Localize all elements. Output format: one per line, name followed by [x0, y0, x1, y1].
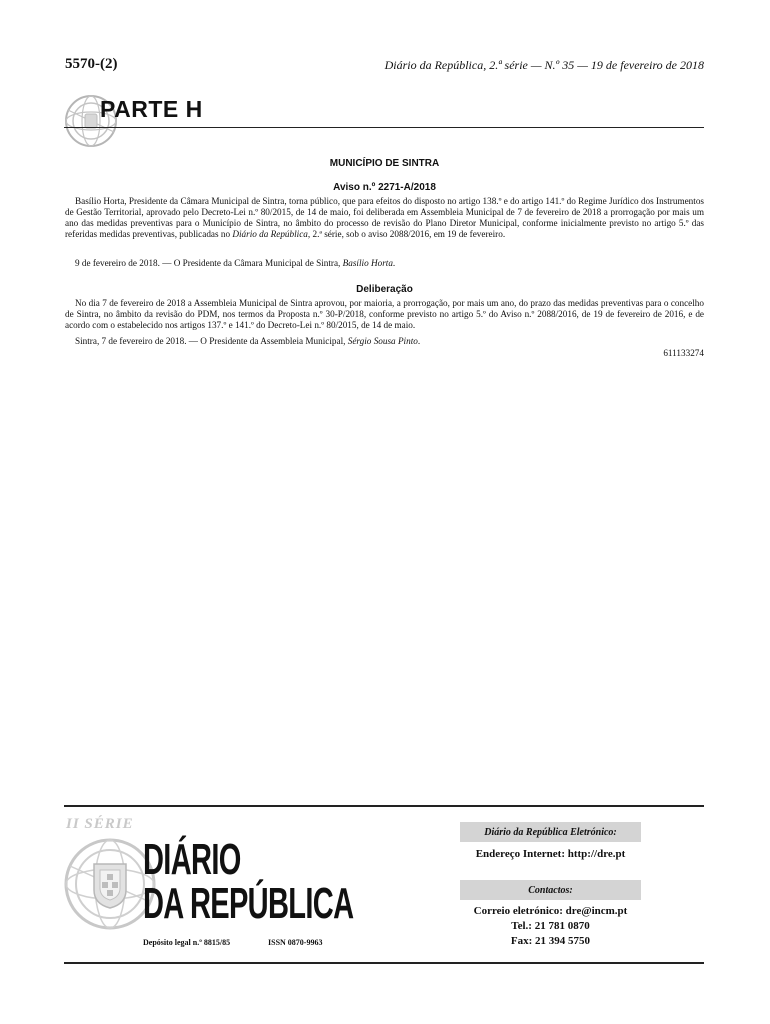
deliberacao-paragraph: No dia 7 de fevereiro de 2018 a Assembleia Municipal de Sintra aprovou, por maioria, a prorrogação, por mais um ano, do prazo das medidas preventivas para o concelho de Sintra, no âmbito da revisão do PDM, nos termos da Proposta n.º 30-P/2018, conforme previsto no artigo 5.º do Aviso n.º 2088/2016, de 19 de fevereiro de 2016, e de acordo com o estabelecido nos artigos 137.º e 141.º do Decreto-Lei n.º 80/2015, de 14 de maio.: [65, 298, 704, 330]
deliberacao-heading: Deliberação: [356, 284, 413, 295]
deliberacao-signature: [65, 336, 704, 347]
phone-contact: Tel.: 21 781 0870: [511, 920, 590, 932]
fax-contact: Fax: 21 394 5750: [510, 935, 591, 947]
page-number: 5570-(2): [65, 56, 118, 72]
entity-heading: MUNICÍPIO DE SINTRA: [329, 158, 440, 169]
deliberacao-signature-end: .: [417, 336, 421, 346]
aviso-heading: Aviso n.º 2271-A/2018: [333, 182, 436, 193]
aviso-text-tail: 2.ª série, sob o aviso 2088/2016, em 19 de fevereiro.: [310, 229, 506, 239]
deliberacao-signature-text: Sintra, 7 de fevereiro de 2018. — O Presidente da Assembleia Municipal,: [75, 336, 348, 346]
running-header: Diário da República, 2.ª série — N.º 35 — 19 de fevereiro de 2018: [384, 58, 704, 72]
reference-code: 611133274: [663, 348, 704, 358]
footer-top-rule: [64, 805, 704, 807]
part-title: PARTE H: [100, 96, 203, 122]
part-title-rule: [64, 127, 704, 128]
deliberacao-signatory: Sérgio Sousa Pinto: [347, 336, 418, 346]
aviso-signature-end: .: [392, 258, 396, 268]
masthead-diario: DIÁRIO: [143, 835, 241, 884]
journal-name: Diário da República,: [232, 229, 311, 239]
aviso-signatory: Basílio Horta: [342, 258, 393, 268]
eletronico-band: Diário da República Eletrónico:: [460, 822, 641, 842]
email-contact[interactable]: Correio eletrónico: dre@incm.pt: [473, 905, 628, 917]
aviso-signature-text: 9 de fevereiro de 2018. — O Presidente da Câmara Municipal de Sintra,: [75, 258, 343, 268]
deposito-legal: Depósito legal n.º 8815/85: [143, 938, 231, 947]
internet-address[interactable]: Endereço Internet: http://dre.pt: [475, 848, 626, 860]
footer-bottom-rule: [64, 962, 704, 964]
masthead-da-republica: DA REPÚBLICA: [143, 879, 354, 928]
issn: ISSN 0870-9963: [268, 938, 323, 947]
aviso-signature: [65, 258, 704, 269]
serie-label: II SÉRIE: [66, 816, 134, 832]
contactos-band: Contactos:: [460, 880, 641, 900]
aviso-paragraph: [65, 196, 704, 240]
aviso-text: Basílio Horta, Presidente da Câmara Municipal de Sintra, torna público, que para efeitos do disposto no artigo 138.º e do artigo 141.º do Regime Jurídico dos Instrumentos de Gestão Territorial, aprovado pelo Decreto-Lei n.º 80/2015, de 14 de maio, foi deliberada em Assembleia Municipal de 7 de fevereiro de 2018 a prorrogação por mais um ano das medidas preventivas para o Município de Sintra, no âmbito do processo de revisão do Plano Diretor Municipal, conforme inicialmente previsto no artigo 5.º das referidas medidas preventivas, publicadas no: [65, 196, 704, 239]
